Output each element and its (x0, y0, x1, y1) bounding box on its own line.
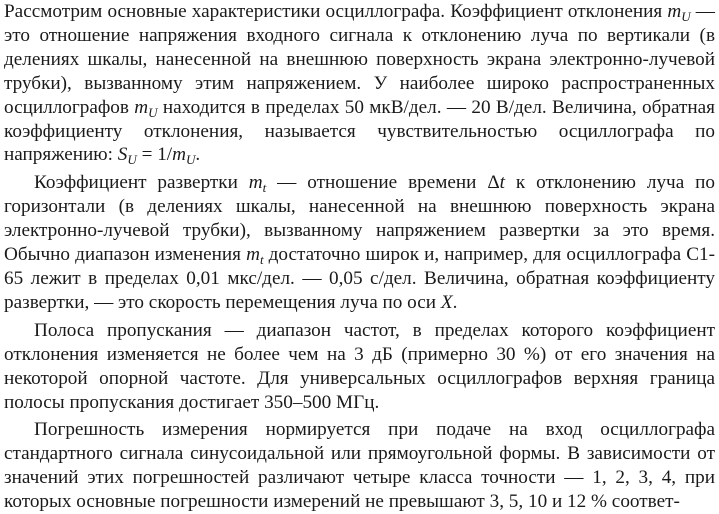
math-variable: S (117, 144, 128, 166)
math-symbol (667, 1, 690, 22)
math-subscript: U (148, 104, 158, 120)
math-variable: m (246, 244, 260, 266)
math-subscript: U (185, 152, 196, 168)
text-run: достаточно широк и, например, для осциллографа С1-65 лежит в пределах 0,01 мкс/дел. — 0,05 с/дел. Величина, обратная коэффициенту развертки, — это скорость перемещения луча по оси (4, 244, 716, 313)
paragraph-measurement-error (4, 418, 715, 514)
math-symbol (248, 172, 267, 196)
paragraph-oscilloscope-characteristics (4, 0, 715, 167)
text-run: . (195, 144, 201, 166)
math-variable: X (440, 291, 453, 313)
paragraph-sweep-coefficient (4, 171, 715, 314)
math-symbol (172, 144, 196, 168)
math-variable: m (667, 1, 682, 22)
math-variable: m (172, 144, 186, 166)
text-run: — отношение времени Δ (266, 172, 500, 194)
math-symbol (134, 97, 157, 118)
math-symbol (246, 244, 263, 265)
math-symbol (441, 292, 453, 313)
math-subscript: t (259, 251, 264, 267)
text-run: к отклонению луча по горизонтали (в делениях шкалы, нанесенной на внешнюю поверхность экрана электронно-лучевой трубки), вызванному напряжением развертки за это время. Обычно диапазон изменения (4, 172, 715, 266)
text-run: Коэффициент развертки (34, 172, 249, 194)
math-subscript: U (127, 152, 137, 168)
text-run: = 1/ (136, 144, 173, 166)
math-variable: m (134, 96, 149, 118)
math-symbol (117, 144, 137, 168)
math-variable: t (499, 172, 506, 194)
math-subscript: U (681, 8, 691, 24)
text-run: Погрешность измерения нормируется при подаче на вход осциллографа стандартного сигнала синусоидальной или прямоугольной формы. В зависимости от значений этих погрешностей различают четыре класса точности — 1, 2, 3, 4, при которых основные погрешности измерений не превышают 3, 5, 10 и 12 % соответ- (4, 419, 715, 513)
document-page (4, 0, 716, 513)
text-run: Рассмотрим основные характеристики осциллографа. Коэффициент отклонения (4, 1, 668, 22)
math-subscript: t (262, 180, 267, 196)
text-run: . (452, 291, 458, 313)
math-variable: m (248, 172, 263, 194)
text-run: Полоса пропускания — диапазон частот, в пределах которого коэффициент отклонения изменяется не более чем на 3 дБ (примерно 30 %) от его значения на некоторой опорной частоте. Для универсальных осциллографов верхняя граница полосы пропускания достигает 350–500 МГц. (4, 319, 715, 413)
text-run: находится в пределах 50 мкВ/дел. — 20 В/дел. Величина, обратная коэффициенту отклонения, называется чувствительностью осциллографа по напряжению: (4, 96, 715, 166)
paragraph-bandwidth (4, 319, 715, 415)
text-run: — это отношение напряжения входного сигнала к отклонению луча по вертикали (в делениях шкалы, нанесенной на внешнюю поверхность экрана электронно-лучевой трубки), вызванному этим напряжением. У наиболее широко распространенных осциллографов (4, 1, 715, 118)
